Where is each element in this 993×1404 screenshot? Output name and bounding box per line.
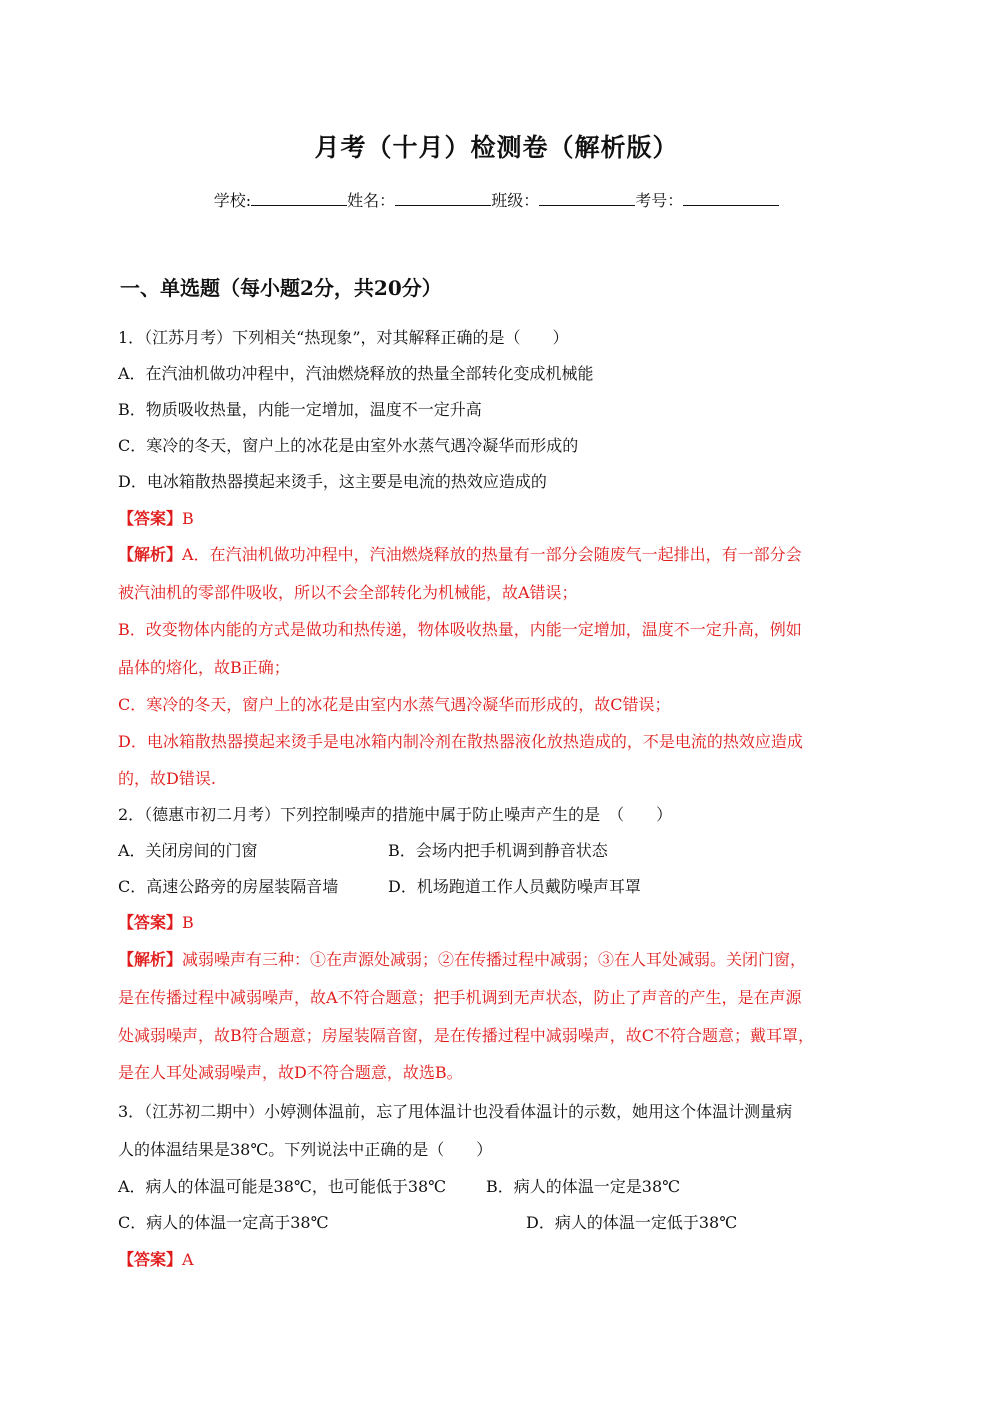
school-blank	[251, 191, 347, 206]
q2-analysis-line: 是在人耳处减弱噪声，故D不符合题意，故选B。	[118, 1063, 463, 1082]
q3-option-c: C．病人的体温一定高于38℃	[118, 1213, 329, 1232]
q2-option-c: C．高速公路旁的房屋装隔音墙	[118, 877, 339, 896]
q2-option-a: A．关闭房间的门窗	[118, 841, 258, 860]
number-label: 考号：	[635, 191, 684, 210]
q2-analysis-line: 是在传播过程中减弱噪声，故A不符合题意；把手机调到无声状态，防止了声音的产生，是在声源	[118, 988, 802, 1007]
q2-stem: 2．（德惠市初二月考）下列控制噪声的措施中属于防止噪声产生的是 （ ）	[118, 805, 673, 824]
school-label: 学校:	[213, 191, 252, 210]
q2-analysis-line: 处减弱噪声，故B符合题意；房屋装隔音窗，是在传播过程中减弱噪声，故C不符合题意；戴耳罩，	[118, 1026, 815, 1045]
q2-option-d: D．机场跑道工作人员戴防噪声耳罩	[388, 877, 641, 896]
document-title: 月考（十月）检测卷（解析版）	[314, 133, 679, 162]
q3-option-d: D．病人的体温一定低于38℃	[526, 1213, 738, 1232]
q1-option-b: B．物质吸收热量，内能一定增加，温度不一定升高	[118, 400, 482, 419]
answer-tag: 【答案】	[118, 913, 183, 932]
q1-analysis-line: 被汽油机的零部件吸收，所以不会全部转化为机械能，故A错误；	[118, 583, 578, 602]
q1-stem: 1．（江苏月考）下列相关“热现象”，对其解释正确的是（ ）	[118, 328, 569, 347]
answer-tag: 【答案】	[118, 1250, 183, 1269]
student-info-row	[0, 188, 993, 211]
q2-answer-value: B	[182, 913, 194, 932]
q3-answer	[118, 1247, 194, 1270]
q1-answer	[118, 506, 194, 529]
q1-answer-value: B	[182, 509, 194, 528]
class-label: 班级：	[491, 191, 540, 210]
q1-analysis-line: D．电冰箱散热器摸起来烫手是电冰箱内制冷剂在散热器液化放热造成的，不是电流的热效应造成	[118, 732, 803, 751]
q3-answer-value: A	[182, 1250, 194, 1269]
q3-stem: 3．（江苏初二期中）小婷测体温前，忘了甩体温计也没看体温计的示数，她用这个体温计测量病	[118, 1102, 793, 1121]
q1-analysis-line: B．改变物体内能的方式是做功和热传递，物体吸收热量，内能一定增加，温度不一定升高，例如	[118, 620, 802, 639]
analysis-tag: 【解析】	[118, 950, 183, 969]
q1-analysis-line: 【解析】A．在汽油机做功冲程中，汽油燃烧释放的热量有一部分会随废气一起排出，有一部分会	[118, 545, 802, 564]
name-label: 姓名：	[347, 191, 396, 210]
class-blank	[539, 191, 635, 206]
q1-analysis-line: 晶体的熔化，故B正确；	[118, 658, 290, 677]
q1-analysis-line: C．寒冷的冬天，窗户上的冰花是由室内水蒸气遇冷凝华而形成的，故C错误；	[118, 695, 671, 714]
q3-stem: 人的体温结果是38℃。下列说法中正确的是（ ）	[118, 1140, 493, 1159]
answer-tag: 【答案】	[118, 509, 183, 528]
section-heading: 一、单选题（每小题2分，共20分）	[120, 276, 442, 300]
analysis-tag: 【解析】	[118, 545, 183, 564]
q3-option-b: B．病人的体温一定是38℃	[486, 1177, 681, 1196]
q3-option-a: A．病人的体温可能是38℃，也可能低于38℃	[118, 1177, 447, 1196]
name-blank	[395, 191, 491, 206]
q1-analysis-line: 的，故D错误.	[118, 769, 216, 788]
q2-option-b: B．会场内把手机调到静音状态	[388, 841, 608, 860]
q1-option-d: D．电冰箱散热器摸起来烫手，这主要是电流的热效应造成的	[118, 472, 547, 491]
q2-answer	[118, 910, 194, 933]
q2-analysis-line: 【解析】减弱噪声有三种：①在声源处减弱；②在传播过程中减弱；③在人耳处减弱。关闭门窗，	[118, 950, 807, 969]
number-blank	[683, 191, 779, 206]
q1-option-a: A．在汽油机做功冲程中，汽油燃烧释放的热量全部转化变成机械能	[118, 364, 594, 383]
q1-option-c: C．寒冷的冬天，窗户上的冰花是由室外水蒸气遇冷凝华而形成的	[118, 436, 579, 455]
